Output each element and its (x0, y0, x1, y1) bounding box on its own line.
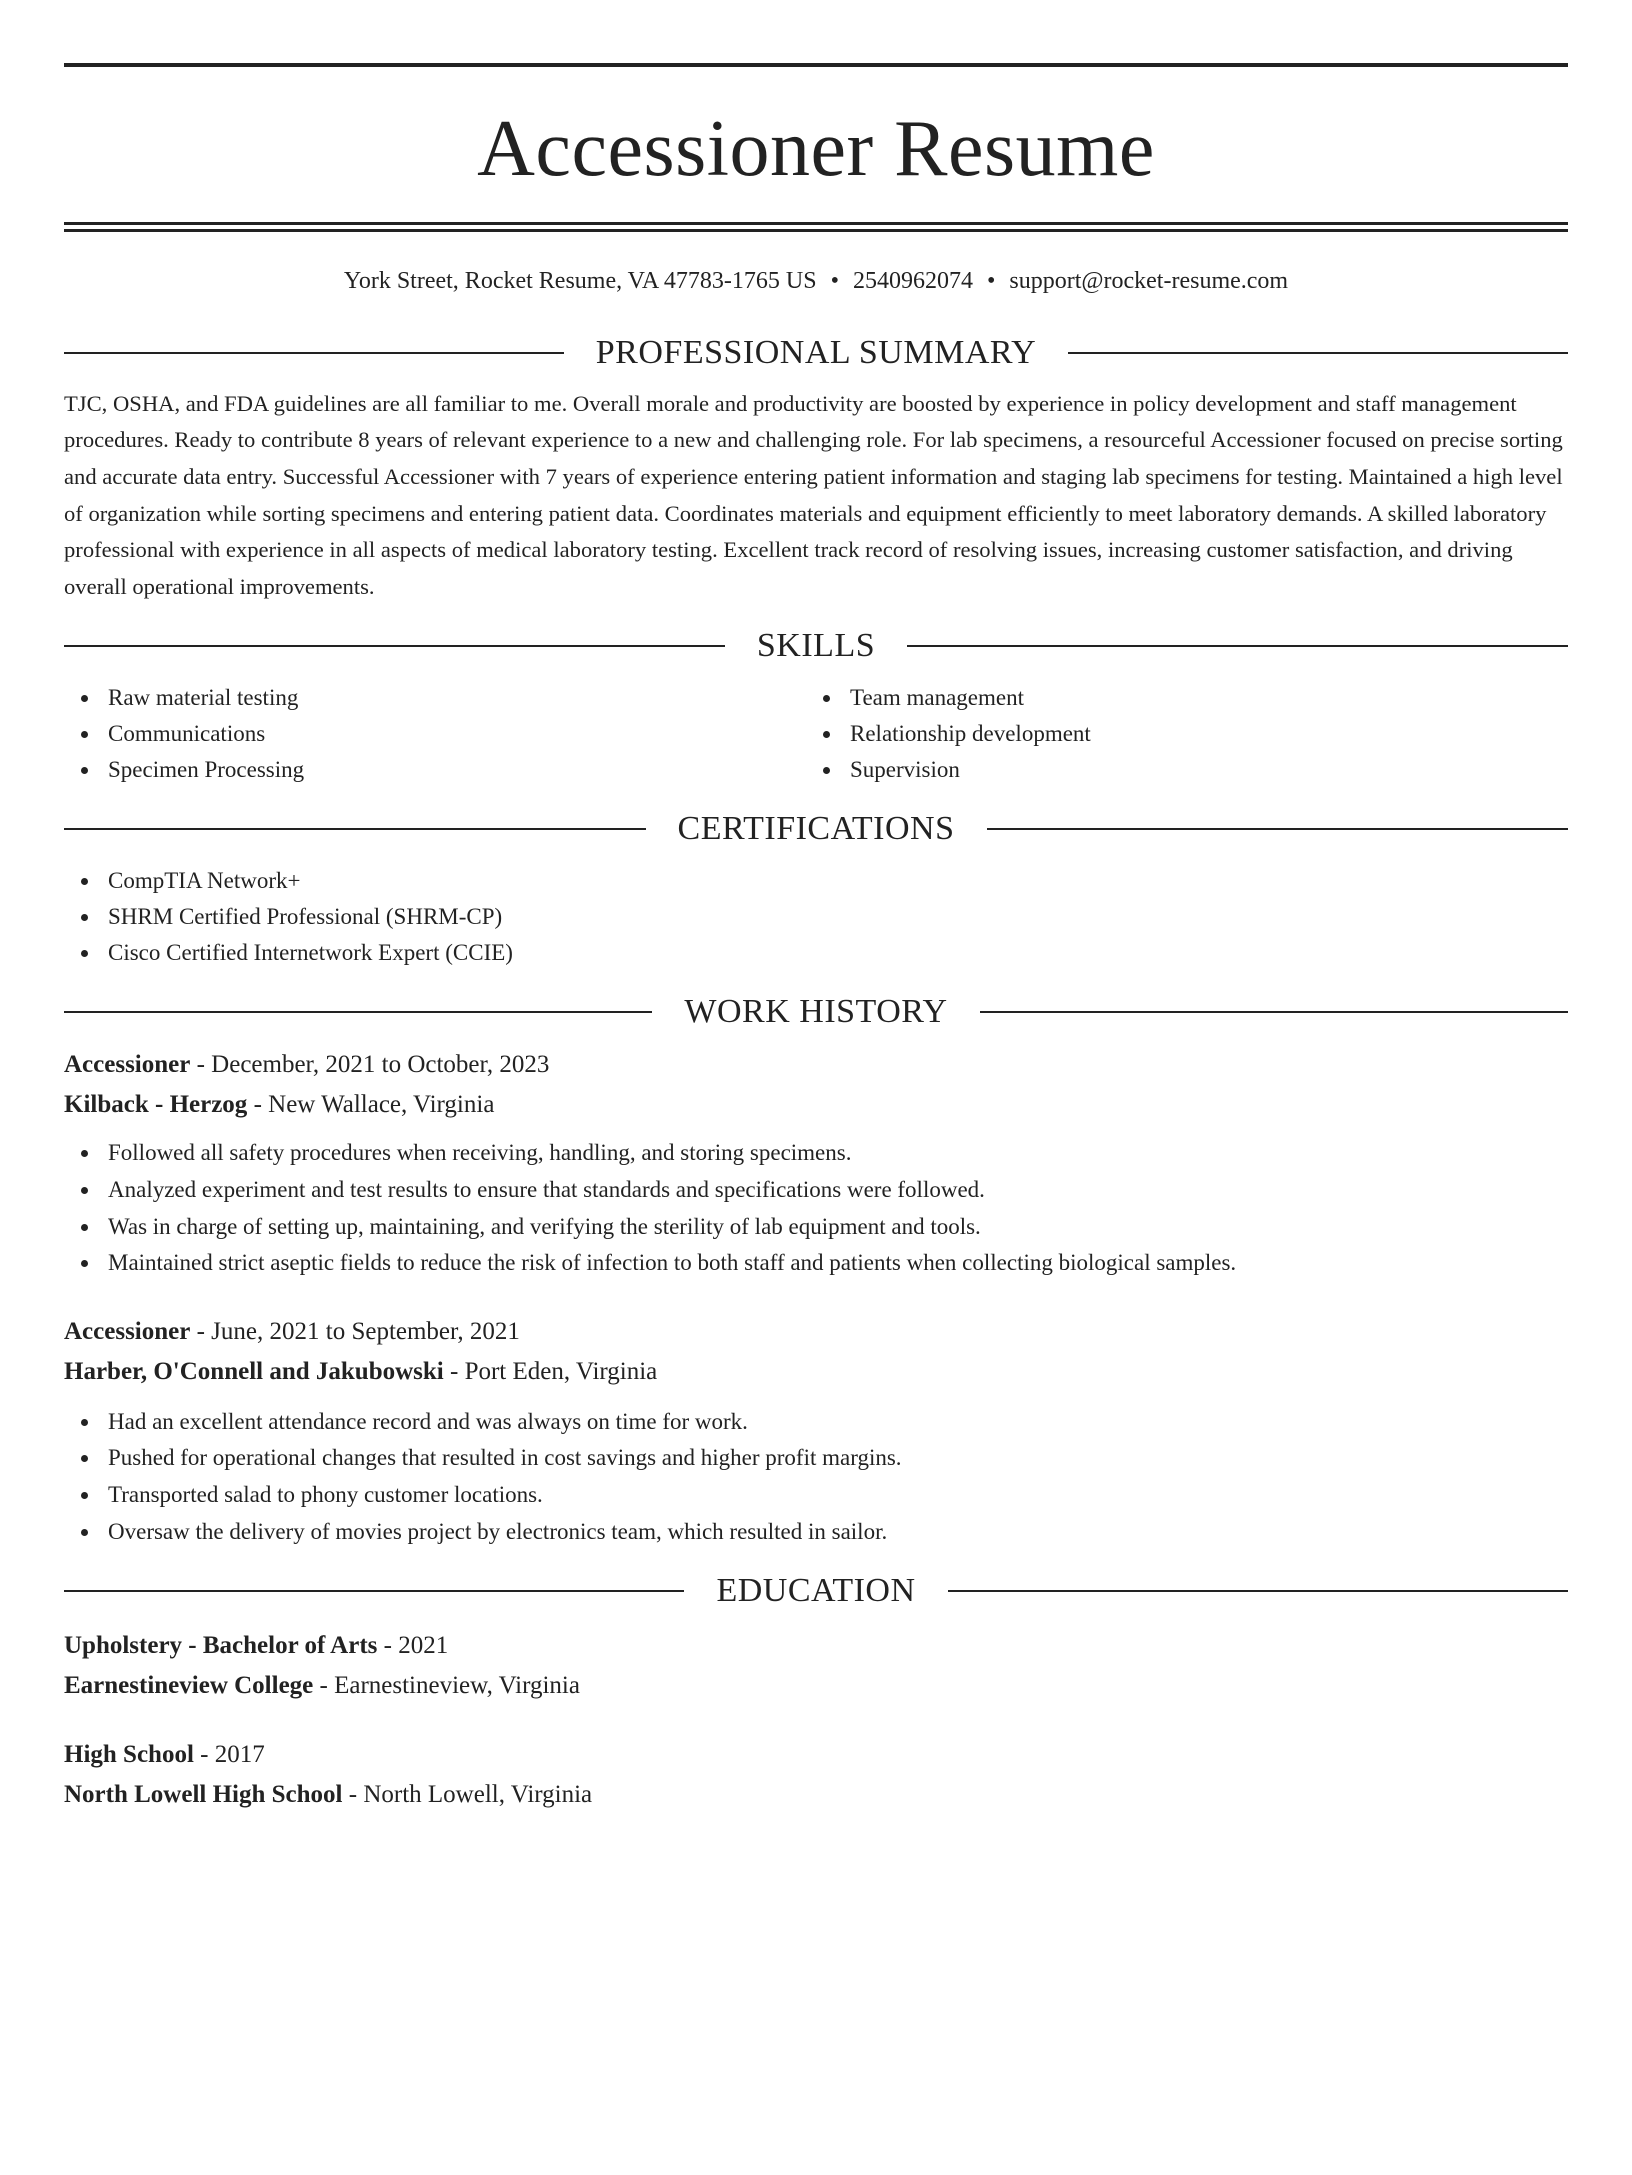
education-degree-line (64, 1735, 1568, 1775)
skill-item: Supervision (806, 752, 1548, 788)
job-dates: - June, 2021 to September, 2021 (190, 1317, 520, 1345)
job-bullet: Analyzed experiment and test results to ensure that standards and specifications were followed. (64, 1172, 1568, 1209)
section-heading-summary (64, 333, 1568, 371)
job-dates: - December, 2021 to October, 2023 (190, 1051, 550, 1079)
job-title-line (64, 1045, 1568, 1085)
skills-column-right (806, 680, 1548, 788)
work-entry (64, 1045, 1568, 1281)
education-degree: Upholstery - Bachelor of Arts (64, 1632, 378, 1660)
heading-rule-left (64, 645, 725, 647)
job-title: Accessioner (64, 1051, 191, 1079)
job-bullet: Had an excellent attendance record and was always on time for work. (64, 1404, 1568, 1441)
contact-phone: 2540962074 (853, 268, 973, 294)
heading-rule-right (907, 645, 1568, 647)
skill-item: Team management (806, 680, 1548, 716)
job-title: Accessioner (64, 1317, 191, 1345)
contact-line (64, 267, 1568, 296)
section-heading-label: SKILLS (756, 627, 876, 665)
education-school-line (64, 1775, 1568, 1815)
page-title: Accessioner Resume (477, 105, 1155, 193)
certifications-list (64, 863, 1568, 971)
section-heading-education (64, 1574, 1568, 1608)
heading-rule-left (64, 1590, 684, 1592)
heading-rule-left (64, 1011, 652, 1013)
education-location: - North Lowell, Virginia (342, 1781, 593, 1809)
heading-rule-right (980, 1011, 1568, 1013)
resume-page (0, 63, 1632, 2175)
section-heading-label: EDUCATION (716, 1572, 916, 1610)
job-location: - Port Eden, Virginia (443, 1357, 658, 1385)
contact-separator: • (830, 268, 839, 294)
job-bullet: Pushed for operational changes that resulted in cost savings and higher profit margins. (64, 1440, 1568, 1477)
title-double-rule (64, 222, 1568, 232)
job-company-line (64, 1352, 1568, 1392)
education-school: North Lowell High School (64, 1781, 343, 1809)
section-heading-label: WORK HISTORY (684, 993, 948, 1031)
job-bullets (64, 1404, 1568, 1550)
certification-item: Cisco Certified Internetwork Expert (CCIE) (64, 935, 1568, 971)
section-heading-work (64, 995, 1568, 1029)
job-bullet: Followed all safety procedures when receiving, handling, and storing specimens. (64, 1135, 1568, 1172)
section-heading-skills (64, 629, 1568, 663)
job-bullet: Maintained strict aseptic fields to reduce the risk of infection to both staff and patients when collecting biological samples. (64, 1245, 1568, 1282)
contact-separator: • (987, 268, 996, 294)
education-school-line (64, 1666, 1568, 1706)
heading-rule-right (1068, 352, 1568, 354)
job-bullet: Was in charge of setting up, maintaining, and verifying the sterility of lab equipment and tools. (64, 1209, 1568, 1246)
skill-item: Raw material testing (64, 680, 806, 716)
education-location: - Earnestineview, Virginia (313, 1672, 580, 1700)
contact-email: support@rocket-resume.com (1009, 268, 1289, 294)
education-school: Earnestineview College (64, 1672, 314, 1700)
heading-rule-right (987, 828, 1569, 830)
education-year: - 2017 (193, 1741, 265, 1769)
work-entry (64, 1312, 1568, 1550)
section-heading-label: PROFESSIONAL SUMMARY (595, 333, 1037, 371)
skill-item: Relationship development (806, 716, 1548, 752)
job-location: - New Wallace, Virginia (247, 1091, 495, 1119)
job-company: Harber, O'Connell and Jakubowski (64, 1357, 444, 1385)
heading-rule-left (64, 828, 646, 830)
job-company-line (64, 1085, 1568, 1125)
certification-item: SHRM Certified Professional (SHRM-CP) (64, 899, 1568, 935)
heading-rule-right (948, 1590, 1568, 1592)
contact-address: York Street, Rocket Resume, VA 47783-1765 US (343, 268, 817, 294)
education-entry (64, 1735, 1568, 1815)
skill-item: Specimen Processing (64, 752, 806, 788)
skill-item: Communications (64, 716, 806, 752)
job-bullet: Oversaw the delivery of movies project by electronics team, which resulted in sailor. (64, 1514, 1568, 1551)
summary-paragraph: TJC, OSHA, and FDA guidelines are all familiar to me. Overall morale and productivity are boosted by experience in policy development and staff management procedures. Ready to contribute 8 years of relevant experience to a new and challenging role. For lab specimens, a resourceful Accessioner focused on precise sorting and accurate data entry. Successful Accessioner with 7 years of experience entering patient information and staging lab specimens for testing. Maintained a high level of organization while sorting specimens and entering patient data. Coordinates materials and equipment efficiently to meet laboratory demands. A skilled laboratory professional with experience in all aspects of medical laboratory testing. Excellent track record of resolving issues, increasing customer satisfaction, and driving overall operational improvements. (64, 390, 1563, 599)
job-company: Kilback - Herzog (64, 1091, 248, 1119)
education-entry (64, 1626, 1568, 1706)
certification-item: CompTIA Network+ (64, 863, 1568, 899)
job-bullet: Transported salad to phony customer locations. (64, 1477, 1568, 1514)
skills-list (64, 680, 1568, 788)
top-rule (64, 63, 1568, 67)
education-degree: High School (64, 1741, 194, 1769)
education-year: - 2021 (377, 1632, 449, 1660)
section-heading-label: CERTIFICATIONS (677, 810, 955, 848)
section-heading-certifications (64, 812, 1568, 846)
education-degree-line (64, 1626, 1568, 1666)
skills-column-left (64, 680, 806, 788)
heading-rule-left (64, 352, 564, 354)
job-bullets (64, 1135, 1568, 1281)
job-title-line (64, 1312, 1568, 1352)
